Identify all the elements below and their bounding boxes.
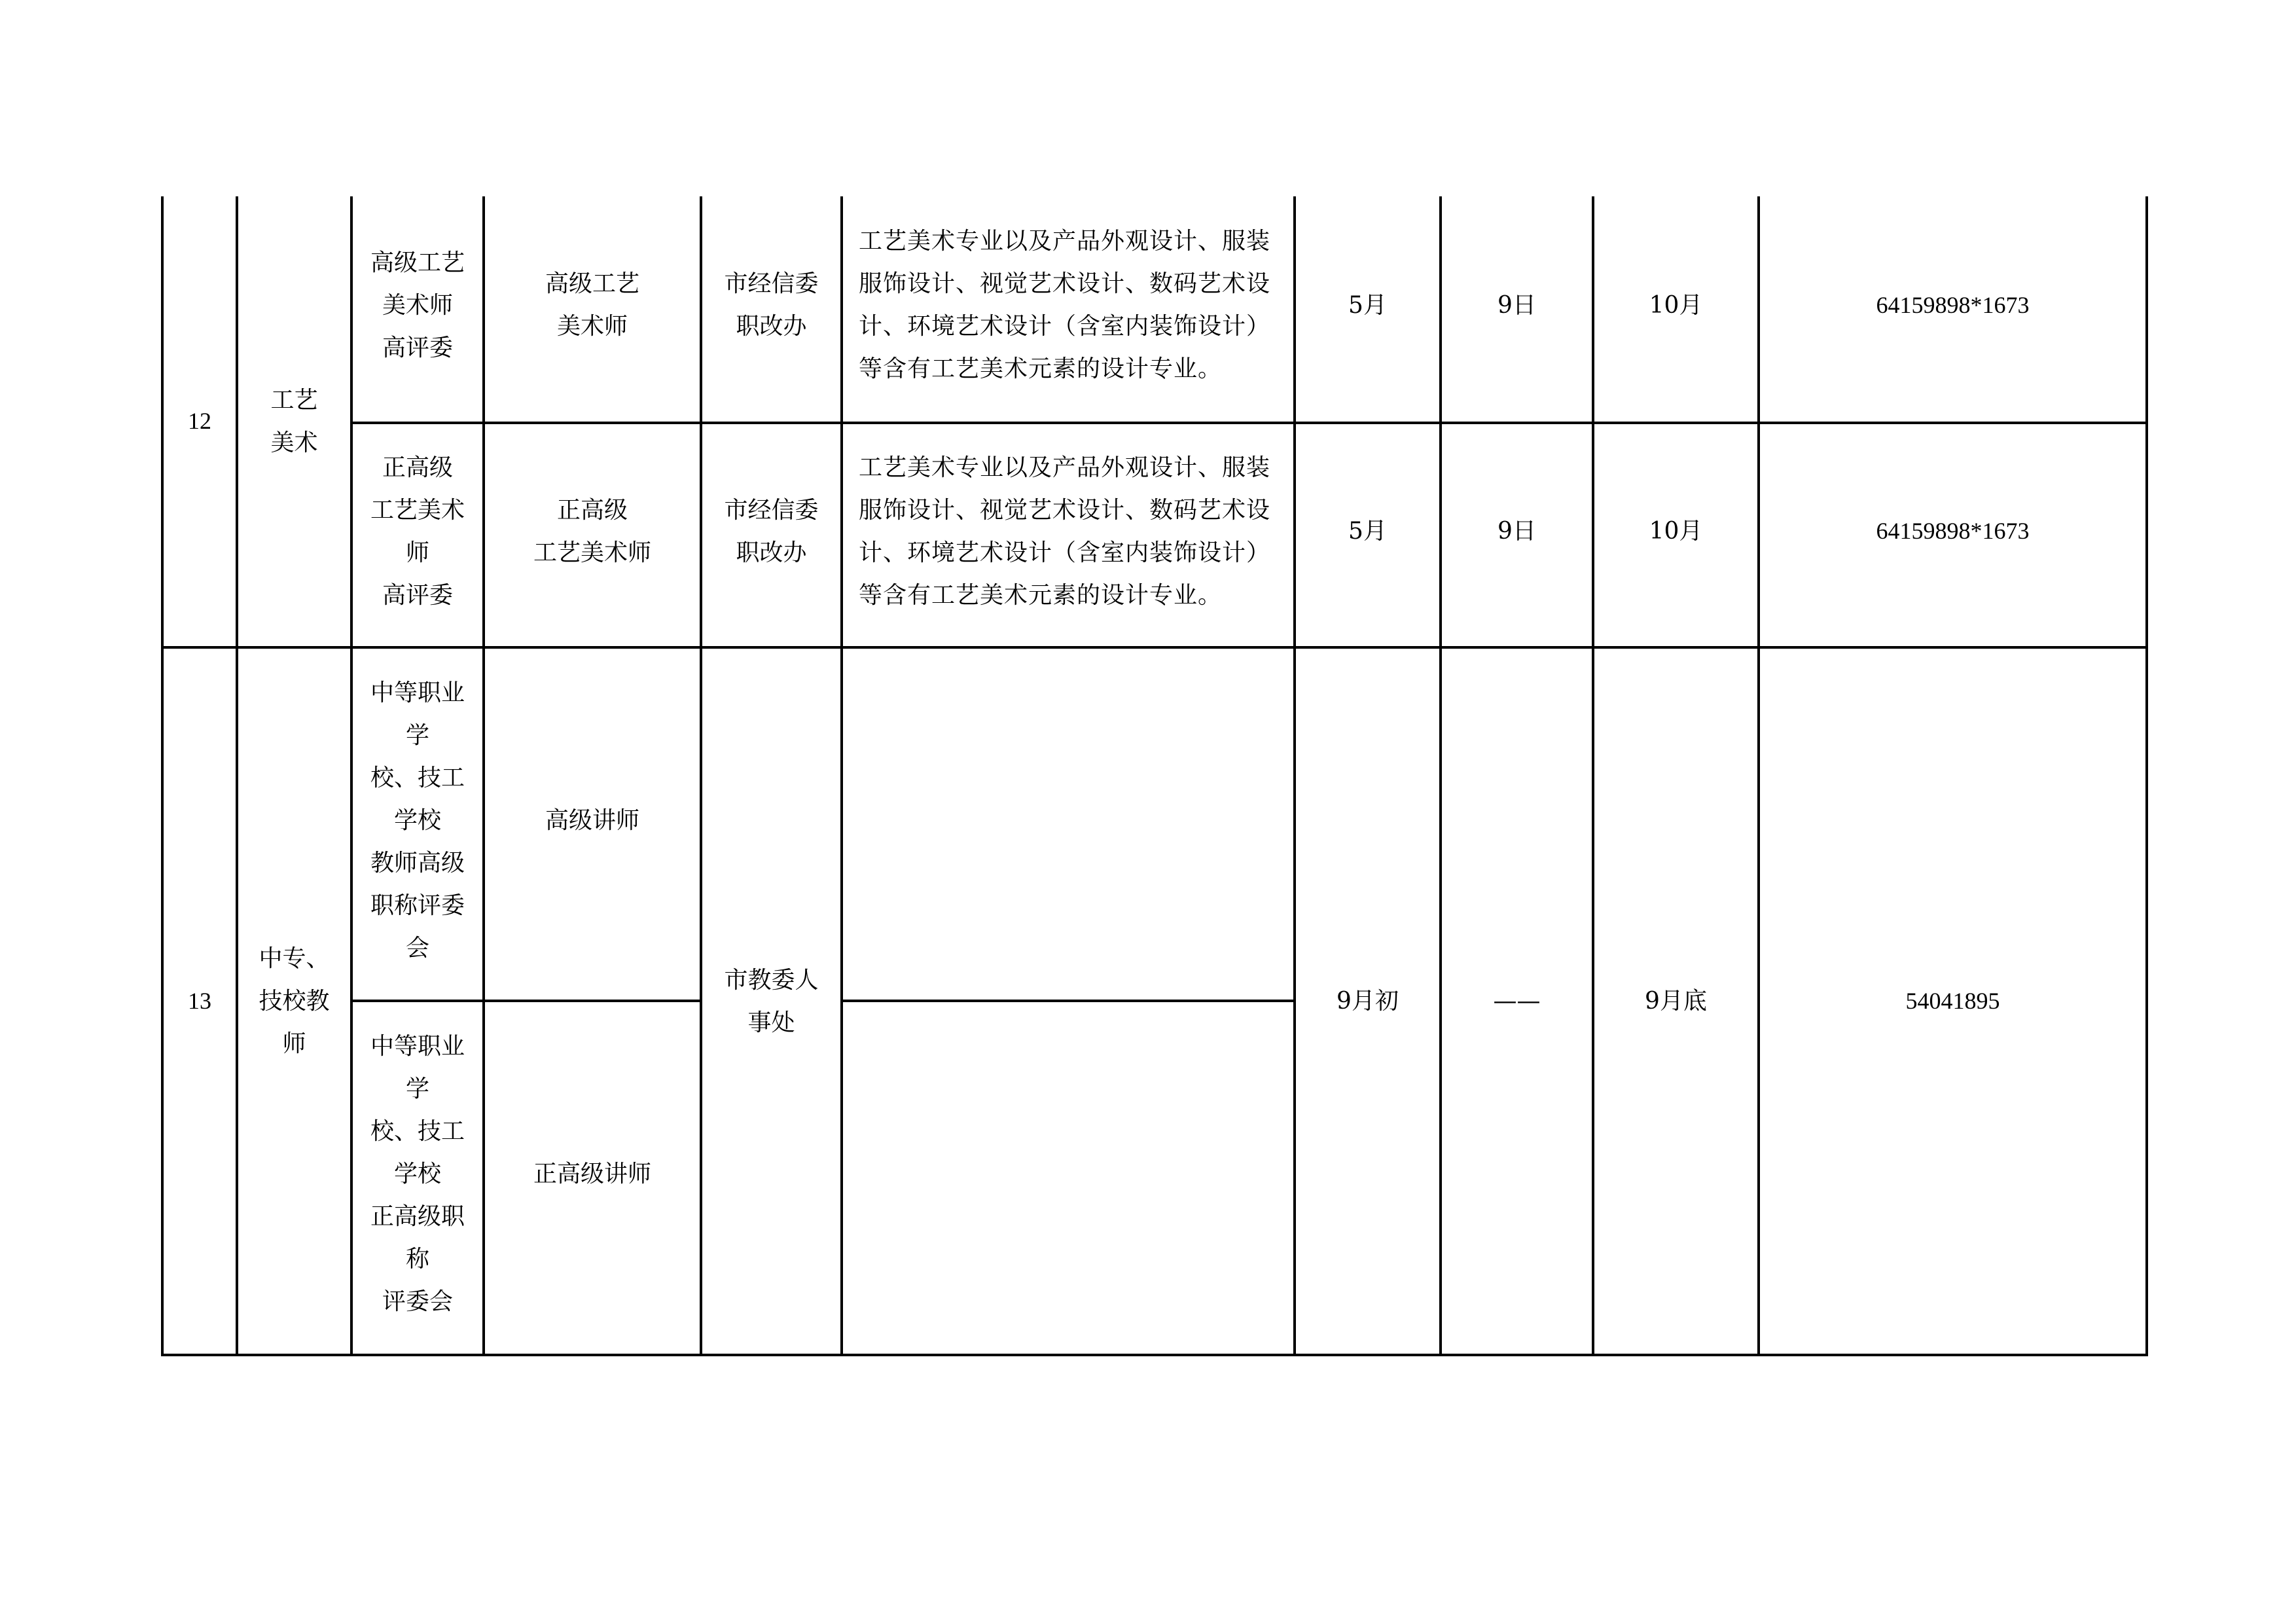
start-month-cell [1295, 647, 1441, 1355]
start-month-cell [1295, 423, 1441, 647]
committee-line: 称 [405, 1246, 429, 1272]
category-line: 技校教 [259, 988, 330, 1015]
title-cell [484, 196, 701, 423]
end-month: 10月 [1649, 291, 1703, 319]
title-cell [484, 1001, 701, 1355]
day-value: 9日 [1498, 291, 1536, 319]
category-cell [237, 647, 351, 1355]
department-line: 市教委人 [724, 966, 819, 994]
day-value: 9日 [1498, 518, 1536, 545]
title-line: 高级工艺 [545, 270, 639, 297]
scope-line: 工艺美术专业以及产品外观设计、服装 [859, 228, 1271, 255]
start-month: 5月 [1348, 518, 1387, 545]
title-cell [484, 423, 701, 647]
table-row [162, 647, 2147, 1001]
committee-line: 会 [405, 934, 429, 962]
category-cell [237, 196, 351, 647]
committee-line: 美术师 [382, 291, 453, 319]
committee-line: 学校 [393, 1161, 441, 1187]
end-month-cell [1593, 423, 1759, 647]
title-line: 正高级讲师 [533, 1161, 651, 1187]
committee-line: 高级工艺 [370, 249, 465, 276]
committee-line: 高评委 [382, 581, 453, 609]
department-cell [701, 423, 842, 647]
committee-line: 职称评委 [370, 892, 465, 919]
title-line: 工艺美术师 [533, 539, 651, 566]
scope-cell [842, 196, 1295, 423]
committee-line: 正高级职 [370, 1203, 465, 1230]
committee-line: 学 [405, 721, 429, 749]
category-line: 中专、 [259, 945, 330, 972]
committee-line: 高评委 [382, 334, 453, 361]
table-row [162, 423, 2147, 647]
scope-line: 工艺美术专业以及产品外观设计、服装 [859, 454, 1271, 481]
phone-cell [1759, 647, 2147, 1355]
committee-line: 正高级 [382, 454, 453, 481]
start-month-cell [1295, 196, 1441, 423]
row-number: 13 [188, 988, 211, 1014]
start-month: 5月 [1348, 291, 1387, 319]
end-month: 10月 [1649, 518, 1703, 545]
category-line: 师 [282, 1030, 306, 1057]
category-line: 工艺 [270, 386, 318, 414]
scope-cell [842, 423, 1295, 647]
table-row [162, 196, 2147, 423]
committee-cell [351, 423, 484, 647]
day-cell [1441, 196, 1593, 423]
committee-cell [351, 647, 484, 1001]
day-value: —— [1493, 988, 1541, 1015]
day-cell [1441, 647, 1593, 1355]
scope-cell [842, 1001, 1295, 1355]
scope-line: 等含有工艺美术元素的设计专业。 [859, 355, 1223, 382]
row-number-cell [162, 647, 237, 1355]
department-cell [701, 196, 842, 423]
phone-cell [1759, 423, 2147, 647]
committee-line: 校、技工 [370, 1118, 465, 1145]
scope-line: 服饰设计、视觉艺术设计、数码艺术设 [859, 270, 1271, 297]
department-cell [701, 647, 842, 1355]
scope-line: 等含有工艺美术元素的设计专业。 [859, 581, 1223, 609]
phone-number: 64159898*1673 [1876, 291, 2030, 318]
scope-line: 计、环境艺术设计（含室内装饰设计） [859, 539, 1271, 566]
evaluation-schedule-table [161, 196, 2148, 1356]
department-line: 市经信委 [724, 496, 819, 524]
department-line: 市经信委 [724, 270, 819, 297]
row-number: 12 [188, 408, 211, 434]
committee-line: 师 [405, 539, 429, 566]
committee-line: 校、技工 [370, 764, 465, 791]
phone-cell [1759, 196, 2147, 423]
title-line: 高级讲师 [545, 806, 639, 834]
department-line: 职改办 [736, 313, 807, 340]
title-cell [484, 647, 701, 1001]
title-line: 美术师 [556, 313, 628, 340]
committee-line: 中等职业 [370, 1033, 465, 1060]
end-month-cell [1593, 647, 1759, 1355]
committee-cell [351, 1001, 484, 1355]
row-number-cell [162, 196, 237, 647]
committee-line: 评委会 [382, 1288, 453, 1315]
scope-line: 计、环境艺术设计（含室内装饰设计） [859, 313, 1271, 340]
committee-cell [351, 196, 484, 423]
committee-line: 教师高级 [370, 849, 465, 876]
end-month: 9月底 [1645, 988, 1707, 1015]
title-line: 正高级 [556, 496, 628, 524]
scope-line: 服饰设计、视觉艺术设计、数码艺术设 [859, 496, 1271, 524]
department-line: 职改办 [736, 539, 807, 566]
category-line: 美术 [270, 429, 318, 456]
committee-line: 中等职业 [370, 679, 465, 706]
committee-line: 工艺美术 [370, 496, 465, 524]
start-month: 9月初 [1336, 988, 1399, 1015]
phone-number: 64159898*1673 [1876, 518, 2030, 544]
phone-number: 54041895 [1905, 988, 2000, 1014]
department-line: 事处 [747, 1009, 795, 1036]
committee-line: 学 [405, 1075, 429, 1102]
end-month-cell [1593, 196, 1759, 423]
day-cell [1441, 423, 1593, 647]
committee-line: 学校 [393, 806, 441, 834]
scope-cell [842, 647, 1295, 1001]
